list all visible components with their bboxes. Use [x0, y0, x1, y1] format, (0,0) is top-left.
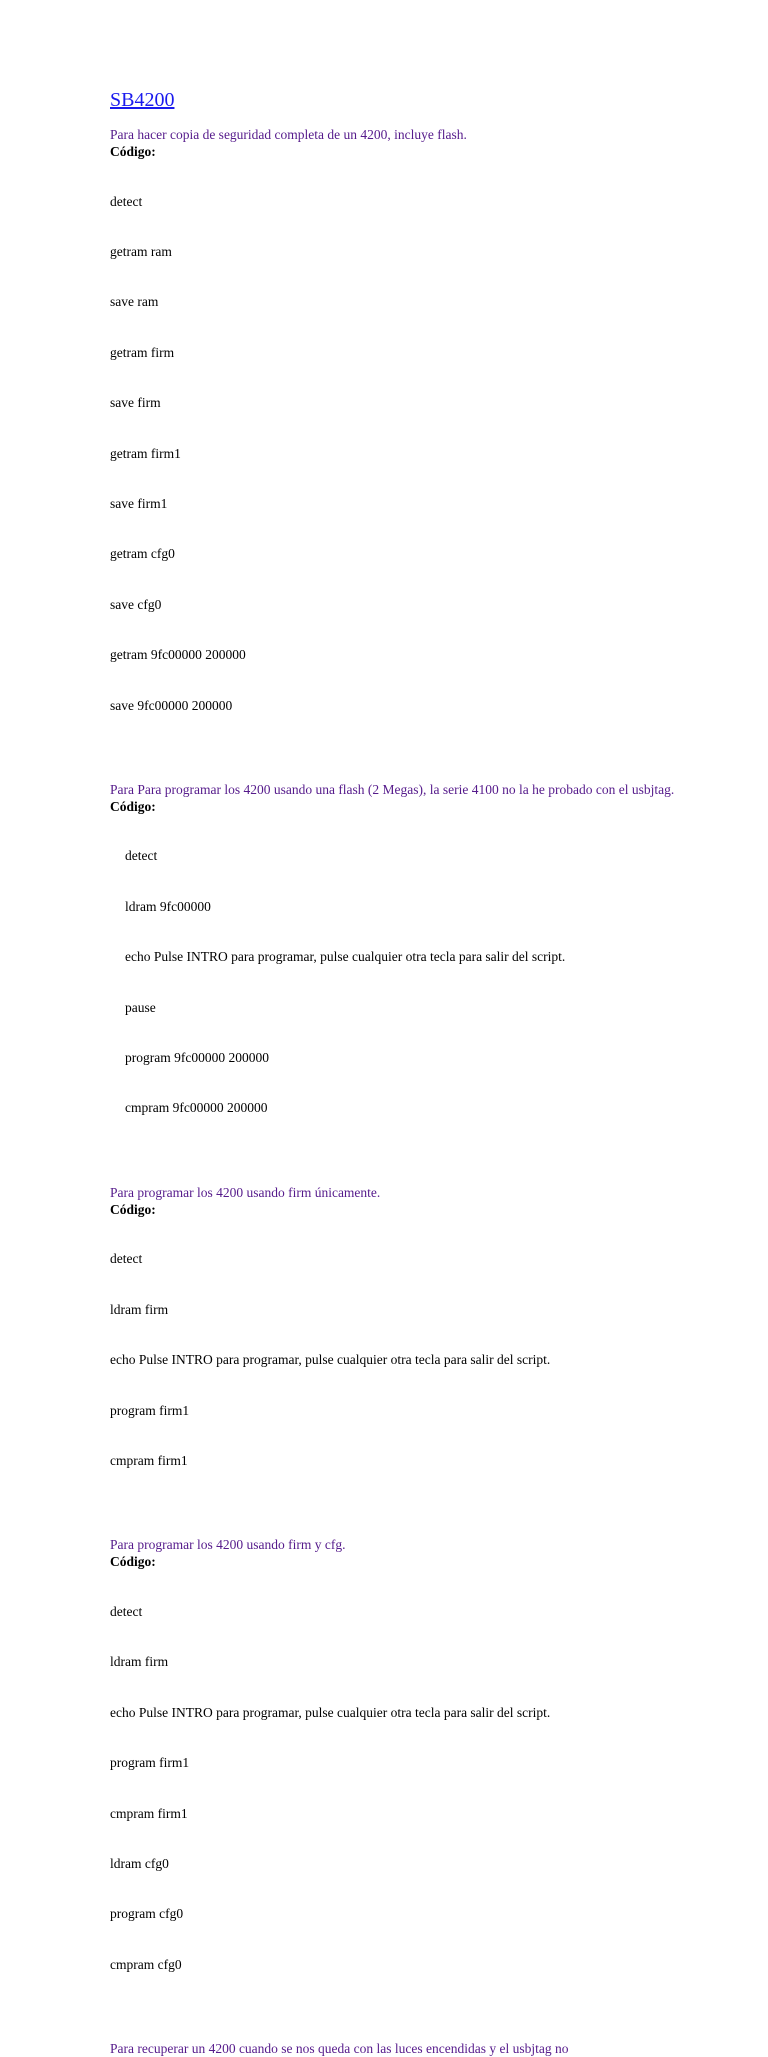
section-firm-only	[110, 1184, 750, 1504]
code-line: save cfg0	[110, 596, 162, 612]
code-block	[110, 815, 750, 1151]
code-label: Código:	[110, 1201, 156, 1217]
code-line: ldram firm	[110, 1301, 169, 1317]
code-line: program firm1	[110, 1755, 190, 1771]
code-line: detect	[110, 193, 143, 209]
code-line: detect	[125, 848, 158, 864]
code-line: detect	[110, 1251, 143, 1267]
code-line: pause	[125, 999, 156, 1015]
code-line: cmpram 9fc00000 200000	[125, 1100, 268, 1116]
section-full-backup	[110, 126, 750, 748]
code-line: save 9fc00000 200000	[110, 697, 233, 713]
code-label: Código:	[110, 798, 156, 814]
section-spacer	[110, 748, 750, 781]
code-block	[110, 1570, 750, 2007]
code-line: getram firm1	[110, 445, 181, 461]
section-intro: Para hacer copia de seguridad completa de un 4200, incluye flash.	[110, 127, 467, 142]
code-line: echo Pulse INTRO para programar, pulse cualquier otra tecla para salir del script.	[125, 949, 566, 965]
section-spacer	[110, 1151, 750, 1184]
code-line: getram ram	[110, 243, 172, 259]
section-firm-and-cfg	[110, 1536, 750, 2007]
code-label: Código:	[110, 1554, 156, 1570]
code-label: Código:	[110, 144, 156, 159]
code-line: save firm	[110, 395, 161, 411]
code-line: program cfg0	[110, 1906, 184, 1922]
section-spacer	[110, 2007, 750, 2040]
code-line: save ram	[110, 294, 159, 310]
section-intro: Para Para programar los 4200 usando una flash (2 Megas), la serie 4100 no la he probado con el usbjtag.	[110, 781, 675, 797]
section-flash-program	[110, 781, 750, 1151]
code-line: program firm1	[110, 1402, 190, 1418]
code-line: detect	[110, 1603, 143, 1619]
section-intro: Para programar los 4200 usando firm y cfg.	[110, 1537, 346, 1553]
code-line: cmpram firm1	[110, 1805, 188, 1821]
section-intro: Para programar los 4200 usando firm únicamente.	[110, 1184, 381, 1200]
page-title-link[interactable]: SB4200	[110, 89, 175, 111]
code-line: program 9fc00000 200000	[125, 1050, 269, 1066]
code-line: cmpram cfg0	[110, 1956, 182, 1972]
section-recover	[110, 2040, 750, 2057]
code-line: cmpram firm1	[110, 1452, 188, 1468]
code-line: ldram firm	[110, 1654, 169, 1670]
code-line: echo Pulse INTRO para programar, pulse cualquier otra tecla para salir del script.	[110, 1704, 551, 1720]
document-page	[110, 88, 750, 2057]
code-line: echo Pulse INTRO para programar, pulse cualquier otra tecla para salir del script.	[110, 1352, 551, 1368]
section-spacer	[110, 1503, 750, 1536]
code-line: getram 9fc00000 200000	[110, 647, 246, 663]
code-line: getram firm	[110, 344, 175, 360]
code-block	[110, 1218, 750, 1504]
code-line: save firm1	[110, 495, 168, 511]
code-line: ldram cfg0	[110, 1855, 169, 1871]
code-line: getram cfg0	[110, 546, 175, 562]
section-intro: Para recuperar un 4200 cuando se nos queda con las luces encendidas y el usbjtag no	[110, 2041, 569, 2057]
code-block	[110, 160, 750, 748]
code-line: ldram 9fc00000	[125, 898, 211, 914]
